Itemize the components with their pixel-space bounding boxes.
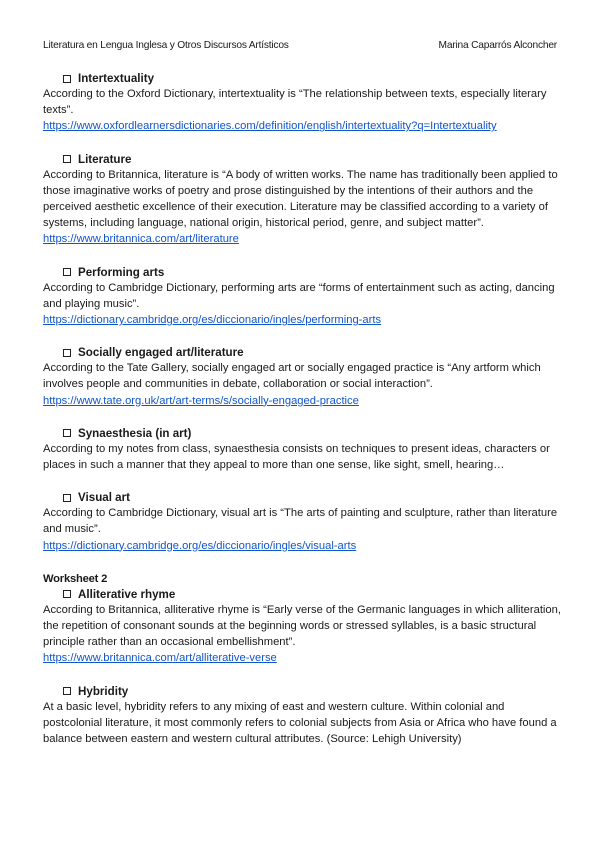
- definition-text: According to the Oxford Dictionary, intertextuality is “The relationship between texts, especially literary texts”.: [43, 88, 547, 117]
- term-label: Synaesthesia (in art): [78, 426, 192, 440]
- entry-intertextuality: [43, 71, 563, 135]
- term-heading: [63, 426, 563, 441]
- term-label: Literature: [78, 152, 132, 166]
- term-heading: [63, 265, 563, 280]
- checkbox-icon[interactable]: [63, 349, 71, 357]
- checkbox-icon[interactable]: [63, 687, 71, 695]
- page-header: [43, 40, 557, 54]
- section-title-worksheet-2: Worksheet 2: [43, 572, 108, 585]
- definition-text: According to Cambridge Dictionary, performing arts are “forms of entertainment such as acting, dancing and playing music”.: [43, 281, 555, 310]
- term-label: Intertextuality: [78, 72, 155, 85]
- definition-text: According to Britannica, literature is “A body of written works. The name has traditionally been applied to those imaginative works of poetry and prose distinguished by the intentions of their authors and the perceived aesthetic excellence of their execution. Literature may be classified according to a variety of systems, including language, national origin, historical period, genre, and subject matter”.: [43, 168, 558, 230]
- entry-literature: [43, 152, 563, 248]
- source-link[interactable]: https://dictionary.cambridge.org/es/diccionario/ingles/performing-arts: [43, 314, 382, 327]
- definition-text: According to Cambridge Dictionary, visual art is “The arts of painting and sculpture, rather than literature and music”.: [43, 507, 558, 536]
- term-label: Socially engaged art/literature: [78, 346, 244, 360]
- definition-text: According to the Tate Gallery, socially engaged art or socially engaged practice is “Any artform which involves people and communities in debate, collaboration or social interaction”.: [43, 362, 541, 391]
- term-heading: [63, 587, 563, 602]
- source-link[interactable]: https://www.tate.org.uk/art/art-terms/s/socially-engaged-practice: [43, 394, 359, 407]
- checkbox-icon[interactable]: [63, 429, 71, 437]
- checkbox-icon[interactable]: [63, 75, 71, 83]
- entry-visual-art: [43, 490, 563, 554]
- definition-text: According to my notes from class, synaesthesia consists on techniques to present ideas, characters or places in such a manner that they appeal to more than one sense, like sight, smell, hearing…: [43, 442, 550, 472]
- term-label: Visual art: [78, 491, 130, 505]
- source-link[interactable]: https://www.oxfordlearnersdictionaries.com/definition/english/intertextuality?q=Intertextuality: [43, 120, 497, 133]
- term-heading: [63, 490, 563, 505]
- checkbox-icon[interactable]: [63, 268, 71, 276]
- checkbox-icon[interactable]: [63, 494, 71, 502]
- checkbox-icon[interactable]: [63, 590, 71, 598]
- term-heading: [63, 71, 563, 86]
- term-label: Hybridity: [78, 684, 129, 698]
- document-content: [43, 71, 563, 747]
- term-heading: [63, 152, 563, 167]
- entry-hybridity: [43, 684, 563, 748]
- definition-text: At a basic level, hybridity refers to any mixing of east and western culture. Within colonial and postcolonial literature, it most commonly refers to colonial subjects from Asia or Africa who have found a balance between eastern and western cultural attributes. (Source: Lehigh University): [43, 700, 557, 746]
- source-link[interactable]: https://www.britannica.com/art/literature: [43, 233, 239, 246]
- source-link[interactable]: https://www.britannica.com/art/alliterative-verse: [43, 652, 277, 665]
- entry-performing-arts: [43, 265, 563, 329]
- term-label: Performing arts: [78, 265, 165, 279]
- definition-text: According to Britannica, alliterative rhyme is “Early verse of the Germanic languages in which alliteration, the repetition of consonant sounds at the beginning words or stressed syllables, is a basic structural principle rather than an occasional embellishment”.: [43, 603, 561, 649]
- checkbox-icon[interactable]: [63, 155, 71, 163]
- term-heading: [63, 684, 563, 699]
- source-link[interactable]: https://dictionary.cambridge.org/es/diccionario/ingles/visual-arts: [43, 539, 357, 552]
- term-label: Alliterative rhyme: [78, 587, 176, 601]
- entry-alliterative-rhyme: [43, 587, 563, 667]
- term-heading: [63, 345, 563, 360]
- entry-socially-engaged-art: [43, 345, 563, 409]
- header-course-title: Literatura en Lengua Inglesa y Otros Discursos Artísticos: [43, 40, 289, 51]
- header-author-name: Marina Caparrós Alconcher: [438, 40, 557, 51]
- entry-synaesthesia: [43, 426, 563, 473]
